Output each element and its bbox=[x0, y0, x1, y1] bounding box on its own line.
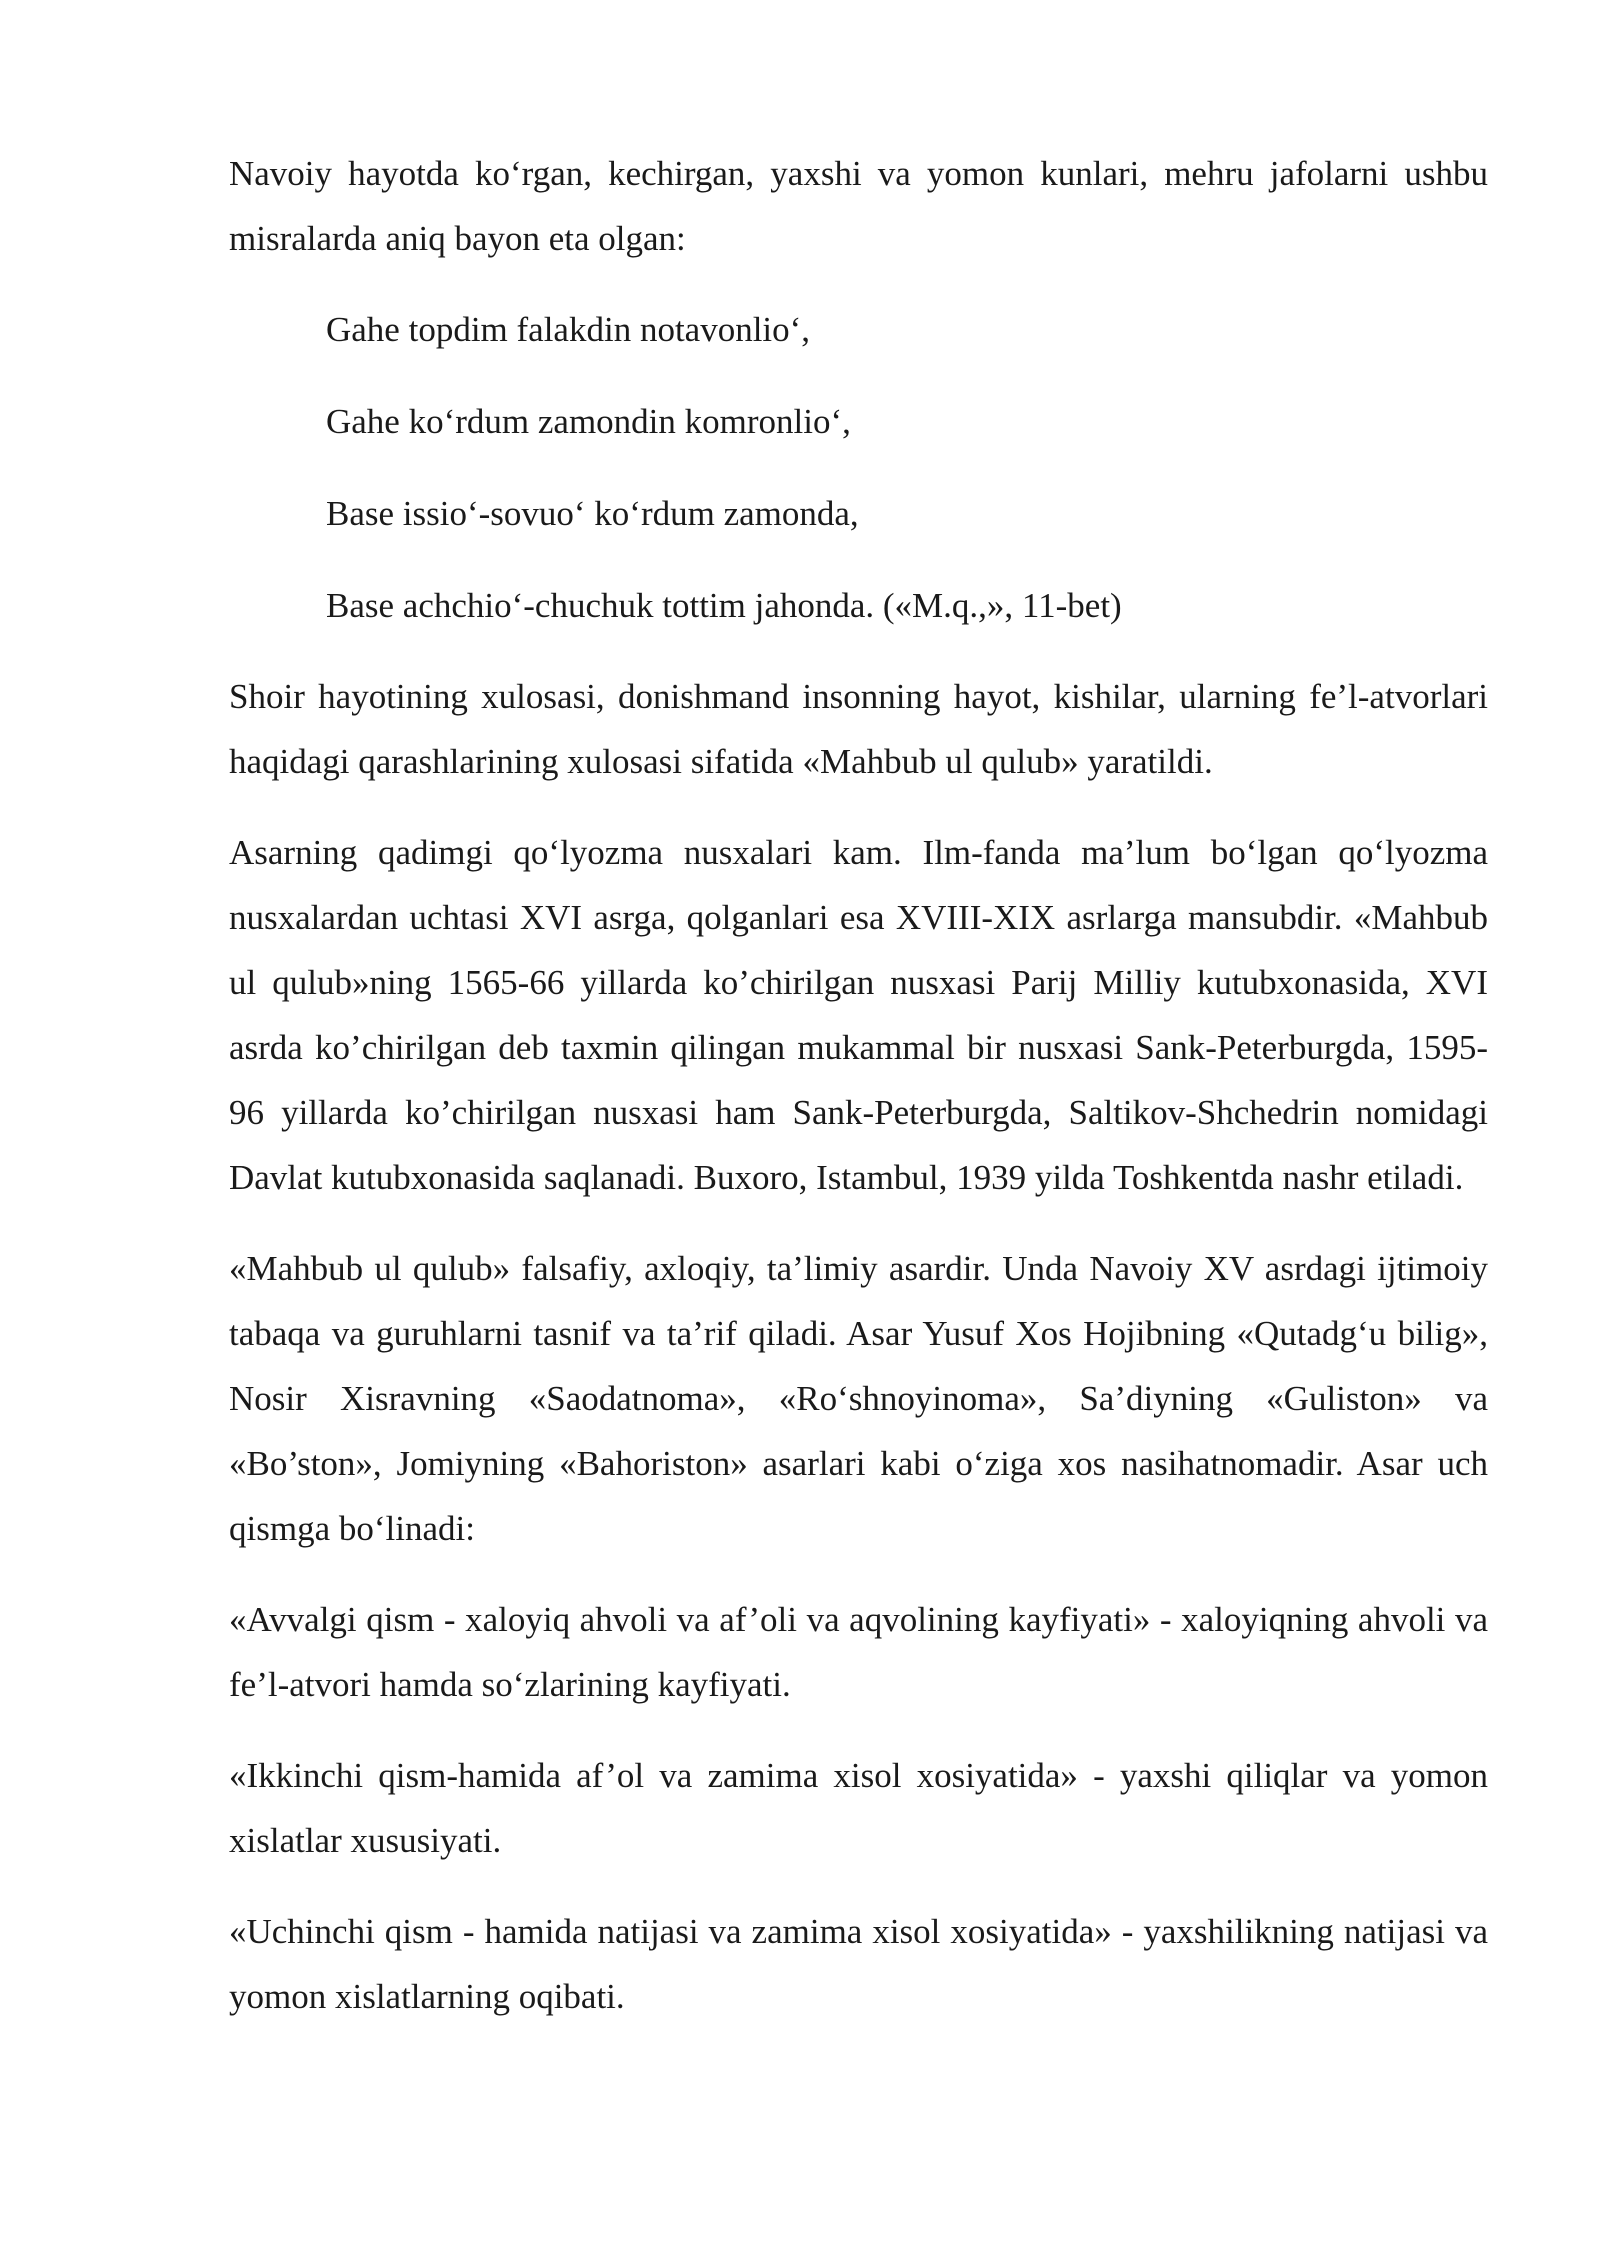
paragraph-manuscripts: Asarning qadimgi qo‘lyozma nusxalari kam. Ilm-fanda ma’lum bo‘lgan qo‘lyozma nusxalardan uchtasi XVI asrga, qolganlari esa XVIII-XIX asrlarga mansubdir. «Mahbub ul qulub»ning 1565-66 yillarda ko’chirilgan nusxasi Parij Milliy kutubxonasida, XVI asrda ko’chirilgan deb taxmin qilingan mukammal bir nusxasi Sank-Peterburgda, 1595-96 yillarda ko’chirilgan nusxasi ham Sank-Peterburgda, Saltikov-Shchedrin nomidagi Davlat kutubxonasida saqlanadi. Buxoro, Istambul, 1939 yilda Toshkentda nashr etiladi. bbox=[229, 833, 1488, 1197]
paragraph-part-one: «Avvalgi qism - xaloyiq ahvoli va af’oli va aqvolining kayfiyati» - xaloyiqning ahvoli va fe’l-atvori hamda so‘zlarining kayfiyati. bbox=[229, 1600, 1488, 1704]
paragraph-intro: Navoiy hayotda ko‘rgan, kechirgan, yaxshi va yomon kunlari, mehru jafolarni ushbu misralarda aniq bayon eta olgan: bbox=[229, 154, 1488, 258]
verse-block bbox=[229, 297, 1488, 638]
paragraph-part-two: «Ikkinchi qism-hamida af’ol va zamima xisol xosiyatida» - yaxshi qiliqlar va yomon xislatlar xususiyati. bbox=[229, 1756, 1488, 1860]
paragraph-description: «Mahbub ul qulub» falsafiy, axloqiy, ta’limiy asardir. Unda Navoiy XV asrdagi ijtimoiy tabaqa va guruhlarni tasnif va ta’rif qiladi. Asar Yusuf Xos Hojibning «Qutadg‘u bilig», Nosir Xisravning «Saodatnoma», «Ro‘shnoyinoma», Sa’diyning «Guliston» va «Bo’ston», Jomiyning «Bahoriston» asarlari kabi o‘ziga xos nasihatnomadir. Asar uch qismga bo‘linadi: bbox=[229, 1249, 1488, 1548]
verse-line: Base issio‘-sovuo‘ ko‘rdum zamonda, bbox=[326, 494, 859, 533]
document-page bbox=[229, 141, 1488, 2055]
verse-line: Base achchio‘-chuchuk tottim jahonda. («M.q.,», 11-bet) bbox=[326, 586, 1122, 625]
verse-line: Gahe ko‘rdum zamondin komronlio‘, bbox=[326, 402, 851, 441]
verse-line: Gahe topdim falakdin notavonlio‘, bbox=[326, 310, 811, 349]
paragraph-conclusion: Shoir hayotining xulosasi, donishmand insonning hayot, kishilar, ularning fe’l-atvorlari haqidagi qarashlarining xulosasi sifatida «Mahbub ul qulub» yaratildi. bbox=[229, 677, 1488, 781]
paragraph-part-three: «Uchinchi qism - hamida natijasi va zamima xisol xosiyatida» - yaxshilikning natijasi va yomon xislatlarning oqibati. bbox=[229, 1912, 1488, 2016]
